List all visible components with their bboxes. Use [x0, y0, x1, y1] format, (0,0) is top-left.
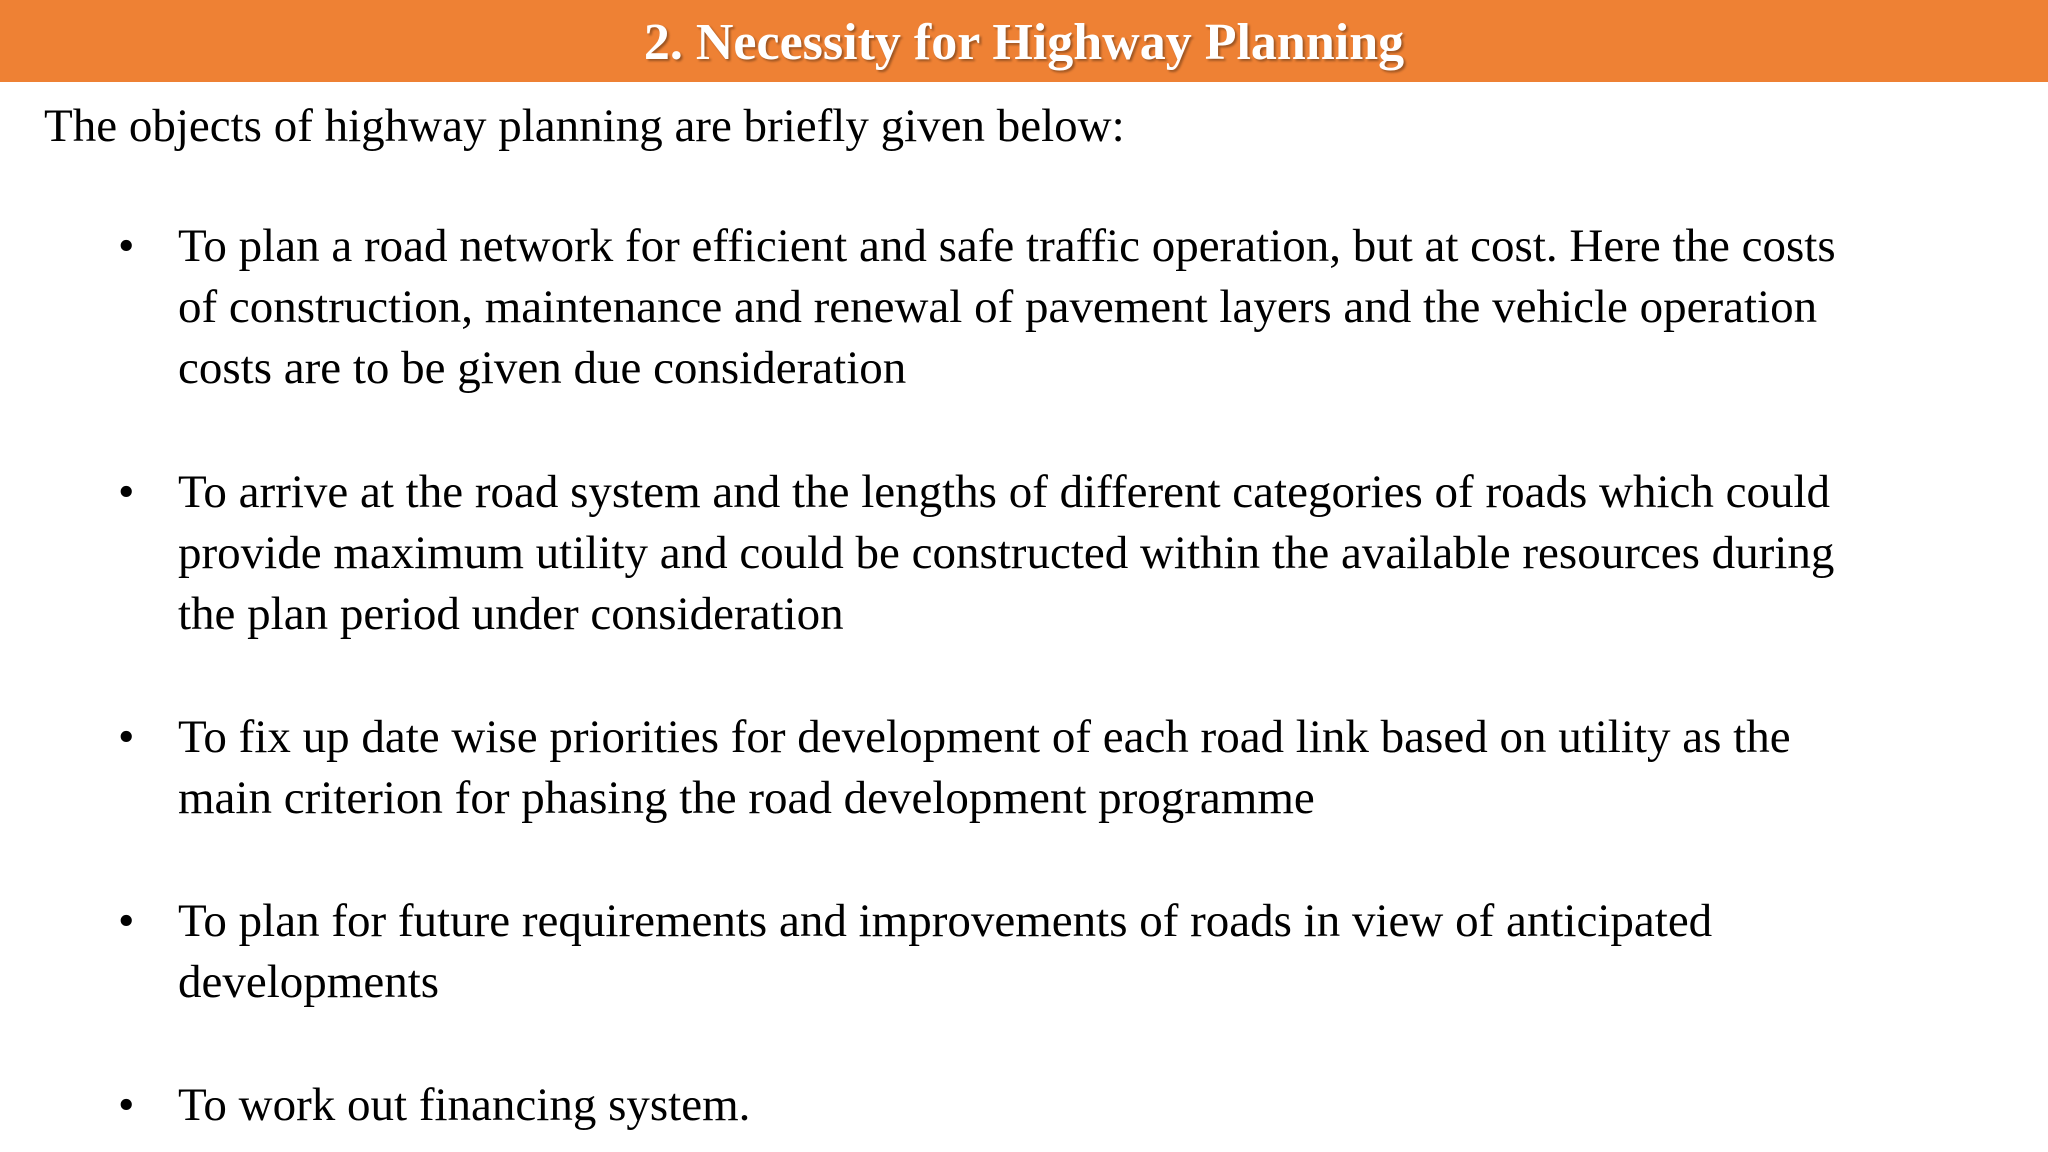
- bullet-line: To fix up date wise priorities for development of each road link based on utility as the: [178, 711, 1791, 763]
- bullet-text: [178, 462, 2008, 645]
- title-bar: [0, 0, 2048, 82]
- bullet-line: To arrive at the road system and the lengths of different categories of roads which could: [178, 466, 1831, 518]
- bullet-text: [178, 1075, 2008, 1136]
- bullet-line: main criterion for phasing the road development programme: [178, 772, 1315, 824]
- bullet-text: [178, 216, 2008, 399]
- bullet-line: To work out financing system.: [178, 1079, 751, 1131]
- bullet-text: [178, 707, 2008, 829]
- bullet-dot: •: [118, 711, 135, 763]
- bullet-line: To plan a road network for efficient and safe traffic operation, but at cost. Here the costs: [178, 220, 1836, 272]
- bullet-dot: •: [118, 895, 135, 947]
- slide-title: 2. Necessity for Highway Planning: [643, 14, 1405, 71]
- bullet-line: the plan period under consideration: [178, 588, 844, 640]
- bullet-line: To plan for future requirements and improvements of roads in view of anticipated: [178, 895, 1713, 947]
- bullet-dot: •: [118, 220, 135, 272]
- bullet-line: provide maximum utility and could be constructed within the available resources during: [178, 527, 1835, 579]
- bullet-line: of construction, maintenance and renewal of pavement layers and the vehicle operation: [178, 281, 1818, 333]
- bullet-line: developments: [178, 956, 440, 1008]
- intro-text: The objects of highway planning are briefly given below:: [44, 100, 1125, 152]
- bullet-dot: •: [118, 466, 135, 518]
- bullet-dot: •: [118, 1079, 135, 1131]
- bullet-line: costs are to be given due consideration: [178, 342, 907, 394]
- bullet-text: [178, 891, 2008, 1013]
